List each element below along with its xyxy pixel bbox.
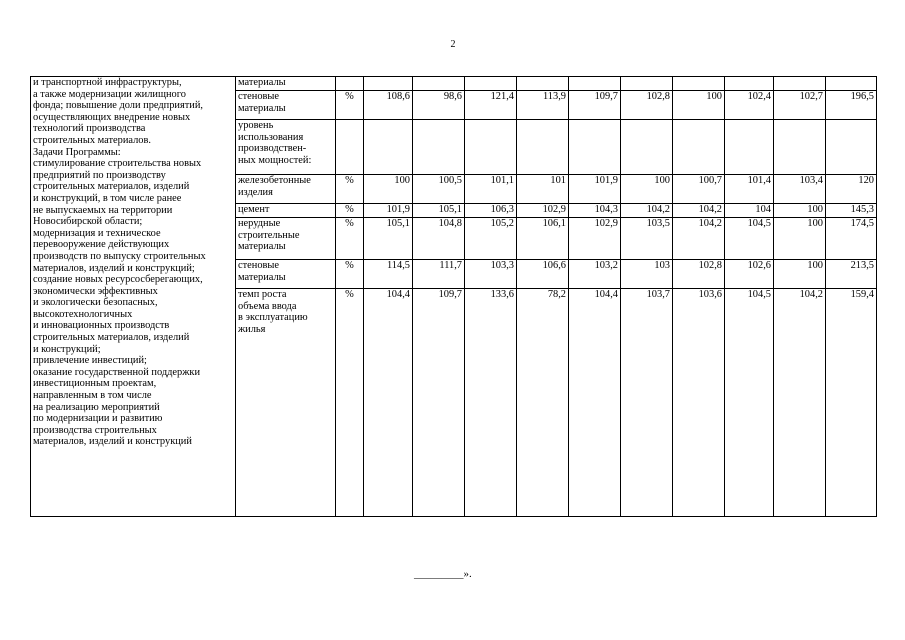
value-cell [774, 77, 826, 91]
indicator-name-cell: уровень использования производствен- ных мощностей: [236, 120, 336, 175]
value-cell [364, 77, 413, 91]
indicator-name-cell: стеновые материалы [236, 91, 336, 120]
table-row [31, 77, 877, 91]
value-cell: 114,5 [364, 260, 413, 289]
value-cell: 104,2 [774, 289, 826, 517]
indicator-name-cell: цемент [236, 204, 336, 218]
indicators-table [30, 76, 877, 517]
value-cell: 103,3 [465, 260, 517, 289]
value-cell: 109,7 [569, 91, 621, 120]
value-cell: 101,4 [725, 175, 774, 204]
value-cell: 101 [517, 175, 569, 204]
value-cell: 98,6 [413, 91, 465, 120]
unit-cell: % [336, 91, 364, 120]
value-cell: 104,2 [673, 204, 725, 218]
value-cell [725, 120, 774, 175]
value-cell: 106,6 [517, 260, 569, 289]
value-cell: 145,3 [826, 204, 877, 218]
value-cell: 100 [774, 218, 826, 260]
value-cell: 103,4 [774, 175, 826, 204]
value-cell: 103,2 [569, 260, 621, 289]
unit-cell: % [336, 175, 364, 204]
value-cell [826, 120, 877, 175]
unit-cell: % [336, 218, 364, 260]
value-cell: 105,2 [465, 218, 517, 260]
page-number: 2 [450, 39, 456, 50]
value-cell: 101,9 [569, 175, 621, 204]
value-cell [569, 120, 621, 175]
value-cell: 102,8 [673, 260, 725, 289]
value-cell: 100 [364, 175, 413, 204]
value-cell: 104,5 [725, 289, 774, 517]
value-cell: 213,5 [826, 260, 877, 289]
value-cell: 104 [725, 204, 774, 218]
indicator-name-cell: железобетонные изделия [236, 175, 336, 204]
unit-cell [336, 120, 364, 175]
indicator-name-cell: темп роста объема ввода в эксплуатацию жилья [236, 289, 336, 517]
program-description-cell: и транспортной инфраструктуры, а также модернизации жилищного фонда; повышение доли предприятий, осуществляющих внедрение новых технологий производства строительных материалов. Задачи Программы: стимулирование строительства новых предприятий по производству строительных материалов, изделий и конструкций, в том числе ранее не выпускаемых на территории Новосибирской области; модернизация и техническое перевооружение действующих производств по выпуску строительных материалов, изделий и конструкций; создание новых ресурсосберегающих, экономически эффективных и экологически безопасных, высокотехнологичных и инновационных производств строительных материалов, изделий и конструкций; привлечение инвестиций; оказание государственной поддержки инвестиционным проектам, направленным в том числе на реализацию мероприятий по модернизации и развитию производства строительных материалов, изделий и конструкций [31, 77, 236, 517]
value-cell: 105,1 [364, 218, 413, 260]
value-cell: 120 [826, 175, 877, 204]
value-cell [569, 77, 621, 91]
value-cell: 111,7 [413, 260, 465, 289]
value-cell: 104,5 [725, 218, 774, 260]
value-cell [517, 120, 569, 175]
value-cell: 103,7 [621, 289, 673, 517]
value-cell: 106,3 [465, 204, 517, 218]
value-cell: 103,5 [621, 218, 673, 260]
value-cell: 196,5 [826, 91, 877, 120]
value-cell: 104,4 [569, 289, 621, 517]
value-cell: 100,5 [413, 175, 465, 204]
value-cell [413, 77, 465, 91]
unit-cell: % [336, 260, 364, 289]
value-cell: 102,9 [569, 218, 621, 260]
value-cell [673, 120, 725, 175]
value-cell [621, 120, 673, 175]
value-cell: 102,9 [517, 204, 569, 218]
closing-line: _________». [414, 568, 472, 580]
value-cell: 102,4 [725, 91, 774, 120]
value-cell [517, 77, 569, 91]
value-cell: 102,6 [725, 260, 774, 289]
value-cell [621, 77, 673, 91]
value-cell: 78,2 [517, 289, 569, 517]
value-cell: 104,8 [413, 218, 465, 260]
indicator-name-cell: материалы [236, 77, 336, 91]
value-cell: 106,1 [517, 218, 569, 260]
value-cell: 103 [621, 260, 673, 289]
value-cell: 102,7 [774, 91, 826, 120]
value-cell: 100,7 [673, 175, 725, 204]
indicator-name-cell: нерудные строительные материалы [236, 218, 336, 260]
value-cell: 101,9 [364, 204, 413, 218]
value-cell: 121,4 [465, 91, 517, 120]
value-cell: 105,1 [413, 204, 465, 218]
value-cell [673, 77, 725, 91]
value-cell: 100 [673, 91, 725, 120]
value-cell: 108,6 [364, 91, 413, 120]
value-cell [413, 120, 465, 175]
value-cell [826, 77, 877, 91]
value-cell: 104,2 [621, 204, 673, 218]
value-cell: 104,2 [673, 218, 725, 260]
value-cell [364, 120, 413, 175]
value-cell: 109,7 [413, 289, 465, 517]
value-cell: 104,4 [364, 289, 413, 517]
value-cell: 159,4 [826, 289, 877, 517]
value-cell: 102,8 [621, 91, 673, 120]
value-cell: 113,9 [517, 91, 569, 120]
value-cell: 100 [621, 175, 673, 204]
value-cell [465, 77, 517, 91]
value-cell: 101,1 [465, 175, 517, 204]
value-cell: 103,6 [673, 289, 725, 517]
unit-cell: % [336, 289, 364, 517]
value-cell [725, 77, 774, 91]
value-cell: 174,5 [826, 218, 877, 260]
value-cell [774, 120, 826, 175]
unit-cell [336, 77, 364, 91]
unit-cell: % [336, 204, 364, 218]
value-cell: 133,6 [465, 289, 517, 517]
value-cell: 100 [774, 260, 826, 289]
indicator-name-cell: стеновые материалы [236, 260, 336, 289]
value-cell: 100 [774, 204, 826, 218]
value-cell [465, 120, 517, 175]
value-cell: 104,3 [569, 204, 621, 218]
